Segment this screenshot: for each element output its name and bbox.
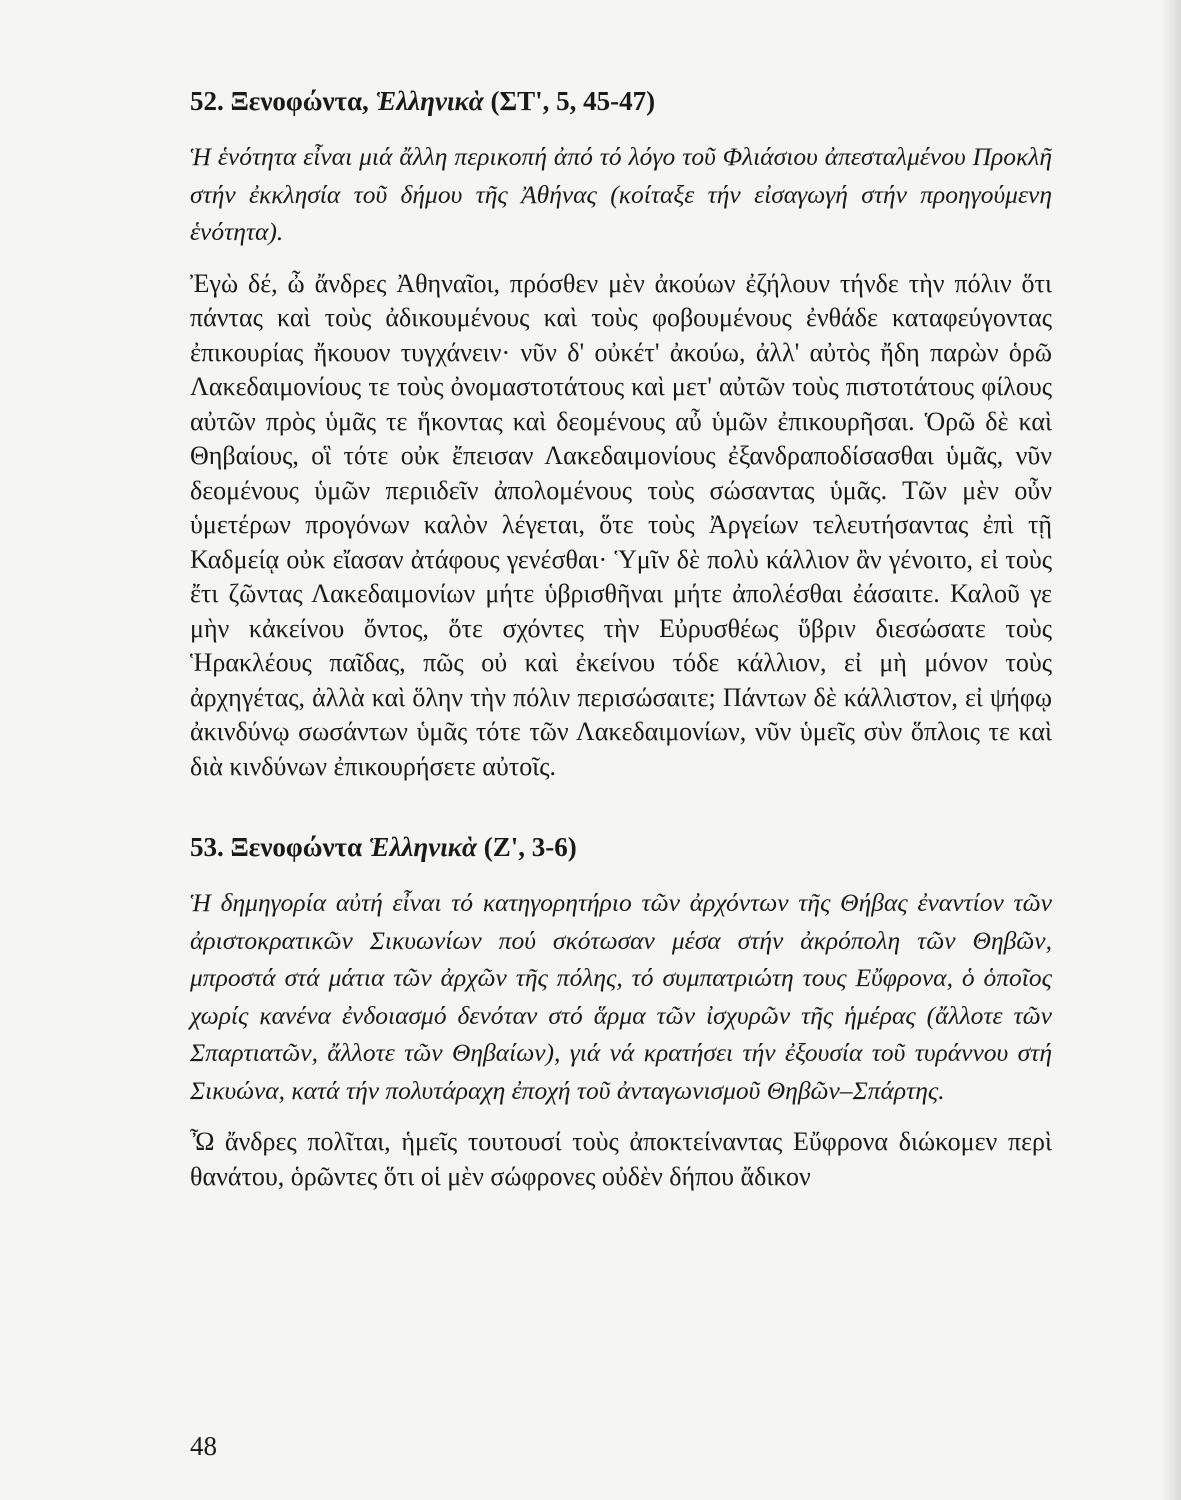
section-53 [190,828,1052,1194]
section-heading [190,828,1052,868]
page-number: 48 [190,1431,217,1461]
page-content [190,82,1052,1194]
section-intro: Ἡ δημηγορία αὐτή εἶναι τό κατηγορητήριο τῶν ἀρχόντων τῆς Θήβας ἐναντίον τῶν ἀριστοκρατικῶν Σικυωνίων πού σκότωσαν μέσα στήν ἀκρόπολη τῶν Θηβῶν, μπροστά στά μάτια τῶν ἀρχῶν τῆς πόλης, τό συμπατριώτη τους Εὔφρονα, ὁ ὁποῖος χωρίς κανένα ἐνδοιασμό δενόταν στό ἅρμα τῶν ἰσχυρῶν τῆς ἡμέρας (ἄλλοτε τῶν Σπαρτιατῶν, ἄλλοτε τῶν Θηβαίων), γιά νά κρατήσει τήν ἐξουσία τοῦ τυράννου στή Σικυώνα, κατά τήν πολυτάραχη ἐποχή τοῦ ἀνταγωνισμοῦ Θηβῶν–Σπάρτης. [190,888,1052,1105]
heading-reference: (Ζ', 3-6) [476,832,577,862]
section-intro: Ἡ ἑνότητα εἶναι μιά ἄλλη περικοπή ἀπό τό λόγο τοῦ Φλιάσιου ἀπεσταλμένου Προκλῆ στήν ἐκκλησία τοῦ δήμου τῆς Ἀθήνας (κοίταξε τήν εἰσαγωγή στήν προηγούμενη ἑνότητα). [190,142,1052,246]
heading-work-title: Ἑλληνικὰ [368,832,477,862]
page-edge [1161,0,1181,1500]
heading-author: 53. Ξενοφώντα [190,832,369,862]
section-52 [190,82,1052,784]
ancient-greek-text: Ἐγὼ δέ, ὦ ἄνδρες Ἀθηναῖοι, πρόσθεν μὲν ἀκούων ἐζήλουν τήνδε τὴν πόλιν ὅτι πάντας καὶ τοὺς ἀδικουμένους καὶ τοὺς φοβουμένους ἐνθάδε καταφεύγοντας ἐπικουρίας ἤκουον τυγχάνειν· νῦν δ' οὐκέτ' ἀκούω, ἀλλ' αὐτὸς ἤδη παρὼν ὁρῶ Λακεδαιμονίους τε τοὺς ὀνομαστοτάτους καὶ μετ' αὐτῶν τοὺς πιστοτάτους φίλους αὐτῶν πρὸς ὑμᾶς τε ἥκοντας καὶ δεομένους αὖ ὑμῶν ἐπικουρῆσαι. Ὁρῶ δὲ καὶ Θηβαίους, οἳ τότε οὐκ ἔπεισαν Λακεδαιμονίους ἐξανδραποδίσασθαι ὑμᾶς, νῦν δεομένους ὑμῶν περιιδεῖν ἀπολομένους τοὺς σώσαντας ὑμᾶς. Τῶν μὲν οὖν ὑμετέρων προγόνων καλὸν λέγεται, ὅτε τοὺς Ἀργείων τελευτήσαντας ἐπὶ τῇ Καδμείᾳ οὐκ εἴασαν ἀτάφους γενέσθαι· Ὑμῖν δὲ πολὺ κάλλιον ἂν γένοιτο, εἰ τοὺς ἔτι ζῶντας Λακεδαιμονίων μήτε ὑβρισθῆναι μήτε ἀπολέσθαι ἐάσαιτε. Καλοῦ γε μὴν κἀκείνου ὄντος, ὅτε σχόντες τὴν Εὐρυσθέως ὕβριν διεσώσατε τοὺς Ἡρακλέους παῖδας, πῶς οὐ καὶ ἐκείνου τόδε κάλλιον, εἰ μὴ μόνον τοὺς ἀρχηγέτας, ἀλλὰ καὶ ὅλην τὴν πόλιν περισώσαιτε; Πάντων δὲ κάλλιστον, εἰ ψήφῳ ἀκινδύνῳ σωσάντων ὑμᾶς τότε τῶν Λακεδαιμονίων, νῦν ὑμεῖς σὺν ὅπλοις τε καὶ διὰ κινδύνων ἐπικουρήσετε αὐτοῖς. [190,268,1052,781]
heading-reference: (ΣΤ', 5, 45-47) [483,86,656,116]
ancient-greek-text: Ὦ ἄνδρες πολῖται, ἡμεῖς τουτουσί τοὺς ἀποκτείναντας Εὔφρονα διώκομεν περὶ θανάτου, ὁρῶντες ὅτι οἱ μὲν σώφρονες οὐδὲν δήπου ἄδικον [190,1127,1052,1191]
heading-author: 52. Ξενοφώντα, [190,86,376,116]
section-heading [190,82,1052,122]
heading-work-title: Ἑλληνικὰ [375,86,484,116]
